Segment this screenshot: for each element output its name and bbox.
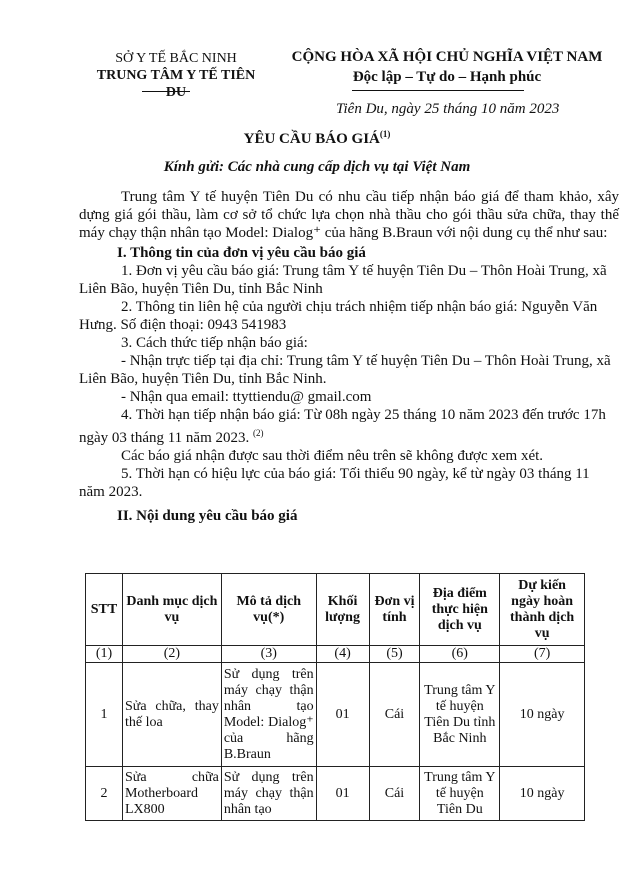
col-number: (7) [500, 646, 585, 663]
national-motto: Độc lập – Tự do – Hạnh phúc [352, 69, 542, 85]
row-location: Trung tâm Y tế huyện Tiên Du [420, 767, 500, 821]
col-number: (5) [369, 646, 420, 663]
header-underline-left [142, 91, 190, 92]
col-number: (6) [420, 646, 500, 663]
section-1-item-5: 5. Thời hạn có hiệu lực của báo giá: Tối thiểu 90 ngày, kể từ ngày 03 tháng 11 năm 2023. [79, 466, 590, 500]
header-description: Mô tả dịch vụ(*) [221, 574, 316, 646]
section-1-item-3: 3. Cách thức tiếp nhận báo giá: [121, 335, 308, 351]
intro-paragraph: Trung tâm Y tế huyện Tiên Du có nhu cầu tiếp nhận báo giá để tham khảo, xây dựng giá gói thầu, làm cơ sở tổ chức lựa chọn nhà thầu cho gói thầu sửa chữa, thay thế máy chạy thận nhân tạo Model: Dialog⁺ của hãng B.Braun với nội dung cụ thể như sau: [79, 189, 619, 241]
table-row [86, 767, 585, 821]
table-row [86, 663, 585, 767]
title-footnote: (1) [379, 129, 391, 139]
quote-request-table [85, 573, 585, 821]
row-service: Sửa chữa Motherboard LX800 [122, 767, 221, 821]
section-1-item-3a: - Nhận trực tiếp tại địa chỉ: Trung tâm Y tế huyện Tiên Du – Thôn Hoài Trung, xã Liên Bão, huyện Tiên Du, tỉnh Bắc Ninh. [79, 353, 611, 387]
document-title [0, 129, 634, 148]
item-4-text: 4. Thời hạn tiếp nhận báo giá: Từ 08h ngày 25 tháng 10 năm 2023 đến trước 17h ngày 03 tháng 11 năm 2023. [79, 407, 606, 446]
col-number: (3) [221, 646, 316, 663]
header-service: Danh mục dịch vụ [122, 574, 221, 646]
header-unit: Đơn vị tính [369, 574, 420, 646]
greeting [0, 159, 634, 176]
row-description: Sử dụng trên máy chạy thận nhân tạo Model: Dialog⁺ của hãng B.Braun [221, 663, 316, 767]
section-2-heading: II. Nội dung yêu cầu báo giá [117, 508, 298, 524]
item-4-footnote: (2) [253, 428, 264, 438]
section-1-item-2: 2. Thông tin liên hệ của người chịu trách nhiệm tiếp nhận báo giá: Nguyễn Văn Hưng. Số điện thoại: 0943 541983 [79, 299, 598, 333]
row-quantity: 01 [316, 663, 369, 767]
row-description: Sử dụng trên máy chạy thận nhân tạo [221, 767, 316, 821]
table-column-number-row [86, 646, 585, 663]
greeting-target: Các nhà cung cấp dịch vụ tại Việt Nam [227, 159, 471, 175]
section-1-item-4 [79, 406, 619, 447]
header-stt: STT [86, 574, 123, 646]
agency-header [86, 50, 266, 101]
section-1-item-4b: Các báo giá nhận được sau thời điểm nêu trên sẽ không được xem xét. [121, 448, 544, 464]
document-body [79, 188, 619, 525]
national-title: CỘNG HÒA XÃ HỘI CHỦ NGHĨA VIỆT NAM [291, 49, 603, 65]
section-1-heading: I. Thông tin của đơn vị yêu cầu báo giá [117, 245, 366, 261]
header-underline-right [352, 90, 524, 91]
row-quantity: 01 [316, 767, 369, 821]
col-number: (1) [86, 646, 123, 663]
section-1-item-3b: - Nhận qua email: ttyttiendu@ gmail.com [121, 389, 372, 405]
center-name: TRUNG TÂM Y TẾ TIÊN DU [96, 68, 256, 100]
row-stt: 1 [86, 663, 123, 767]
section-1-item-1: 1. Đơn vị yêu cầu báo giá: Trung tâm Y tế huyện Tiên Du – Thôn Hoài Trung, xã Liên Bão, huyện Tiên Du, tỉnh Bắc Ninh [79, 263, 607, 297]
title-text: YÊU CẦU BÁO GIÁ [243, 131, 380, 147]
place-date: Tiên Du, ngày 25 tháng 10 năm 2023 [336, 101, 560, 117]
row-completion: 10 ngày [500, 767, 585, 821]
table-header-row [86, 574, 585, 646]
row-stt: 2 [86, 767, 123, 821]
greeting-prefix: Kính gửi: [163, 159, 228, 175]
row-unit: Cái [369, 663, 420, 767]
row-service: Sửa chữa, thay thế loa [122, 663, 221, 767]
col-number: (4) [316, 646, 369, 663]
header-quantity: Khối lượng [316, 574, 369, 646]
department-name: SỞ Y TẾ BẮC NINH [115, 51, 237, 66]
header-completion: Dự kiến ngày hoàn thành dịch vụ [500, 574, 585, 646]
row-unit: Cái [369, 767, 420, 821]
row-location: Trung tâm Y tế huyện Tiên Du tỉnh Bắc Ninh [420, 663, 500, 767]
header-location: Địa điểm thực hiện dịch vụ [420, 574, 500, 646]
national-header [282, 47, 612, 87]
col-number: (2) [122, 646, 221, 663]
row-completion: 10 ngày [500, 663, 585, 767]
